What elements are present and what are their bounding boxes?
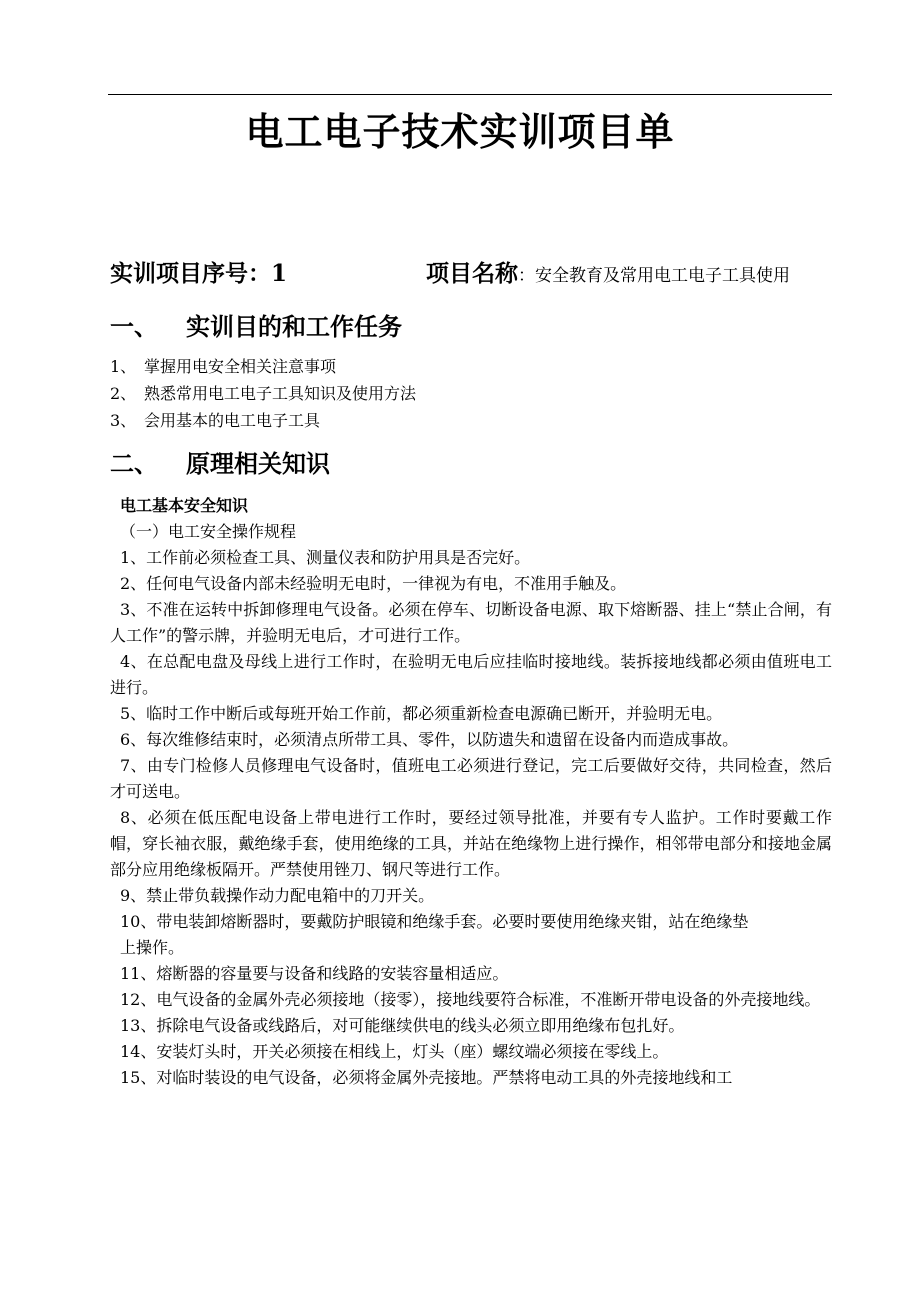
section-2-number: 二、 xyxy=(110,449,158,478)
project-number: 实训项目序号：1 xyxy=(110,260,288,287)
list-item: 2、 熟悉常用电工电子工具知识及使用方法 xyxy=(110,384,417,403)
project-name-label: 项目名称 xyxy=(426,260,518,287)
project-name xyxy=(426,255,790,288)
rule-paragraph: 11、熔断器的容量要与设备和线路的安装容量相适应。 xyxy=(120,964,509,983)
rule-paragraph: 14、安装灯头时，开关必须接在相线上，灯头（座）螺纹端必须接在零线上。 xyxy=(120,1042,669,1061)
rule-paragraph: 4、在总配电盘及母线上进行工作时，在验明无电后应挂临时接地线。装拆接地线都必须由值班电工进行。 xyxy=(110,652,832,697)
rule-paragraph: 9、禁止带负载操作动力配电箱中的刀开关。 xyxy=(120,886,435,905)
rule-paragraph: 8、必须在低压配电设备上带电进行工作时，要经过领导批准，并要有专人监护。工作时要戴工作帽，穿长袖衣服，戴绝缘手套，使用绝缘的工具，并站在绝缘物上进行操作，相邻带电部分和接地金属部分应用绝缘板隔开。严禁使用锉刀、钢尺等进行工作。 xyxy=(110,808,832,879)
section-2-heading xyxy=(110,448,330,480)
rule-paragraph: 3、不准在运转中拆卸修理电气设备。必须在停车、切断设备电源、取下熔断器、挂上“禁止合闸，有人工作”的警示牌，并验明无电后，才可进行工作。 xyxy=(110,600,832,645)
section-1-number: 一、 xyxy=(110,312,158,341)
rule-paragraph: 5、临时工作中断后或每班开始工作前，都必须重新检查电源确已断开，并验明无电。 xyxy=(120,704,723,723)
rule-paragraph: 12、电气设备的金属外壳必须接地（接零），接地线要符合标准，不准断开带电设备的外壳接地线。 xyxy=(120,990,821,1009)
rule-paragraph: 7、由专门检修人员修理电气设备时，值班电工必须进行登记，完工后要做好交待，共同检查，然后才可送电。 xyxy=(110,756,832,801)
section-2-title: 原理相关知识 xyxy=(186,449,330,478)
objectives-list xyxy=(110,353,416,434)
list-item: 1、 掌握用电安全相关注意事项 xyxy=(110,357,337,376)
project-name-value: ：安全教育及常用电工电子工具使用 xyxy=(518,266,790,286)
project-meta xyxy=(110,255,840,291)
rule-paragraph: 2、任何电气设备内部未经验明无电时，一律视为有电，不准用手触及。 xyxy=(120,574,627,593)
rule-paragraph: 1、工作前必须检查工具、测量仪表和防护用具是否完好。 xyxy=(120,548,531,567)
subsection-heading: 电工基本安全知识 xyxy=(120,496,249,515)
section-1-heading xyxy=(110,311,402,343)
section-1-title: 实训目的和工作任务 xyxy=(186,312,402,341)
safety-rules xyxy=(110,493,832,1091)
list-item: 3、 会用基本的电工电子工具 xyxy=(110,411,321,430)
rule-paragraph: 上操作。 xyxy=(120,938,185,957)
rule-paragraph: 10、带电装卸熔断器时，要戴防护眼镜和绝缘手套。必要时要使用绝缘夹钳，站在绝缘垫 xyxy=(120,912,749,931)
document-title: 电工电子技术实训项目单 xyxy=(245,109,675,154)
rule-paragraph: 15、对临时装设的电气设备，必须将金属外壳接地。严禁将电动工具的外壳接地线和工 xyxy=(120,1068,733,1087)
header-rule xyxy=(108,94,832,95)
rules-heading: （一）电工安全操作规程 xyxy=(120,522,297,541)
rule-paragraph: 6、每次维修结束时，必须清点所带工具、零件，以防遗失和遗留在设备内而造成事故。 xyxy=(120,730,739,749)
rule-paragraph: 13、拆除电气设备或线路后，对可能继续供电的线头必须立即用绝缘布包扎好。 xyxy=(120,1016,685,1035)
